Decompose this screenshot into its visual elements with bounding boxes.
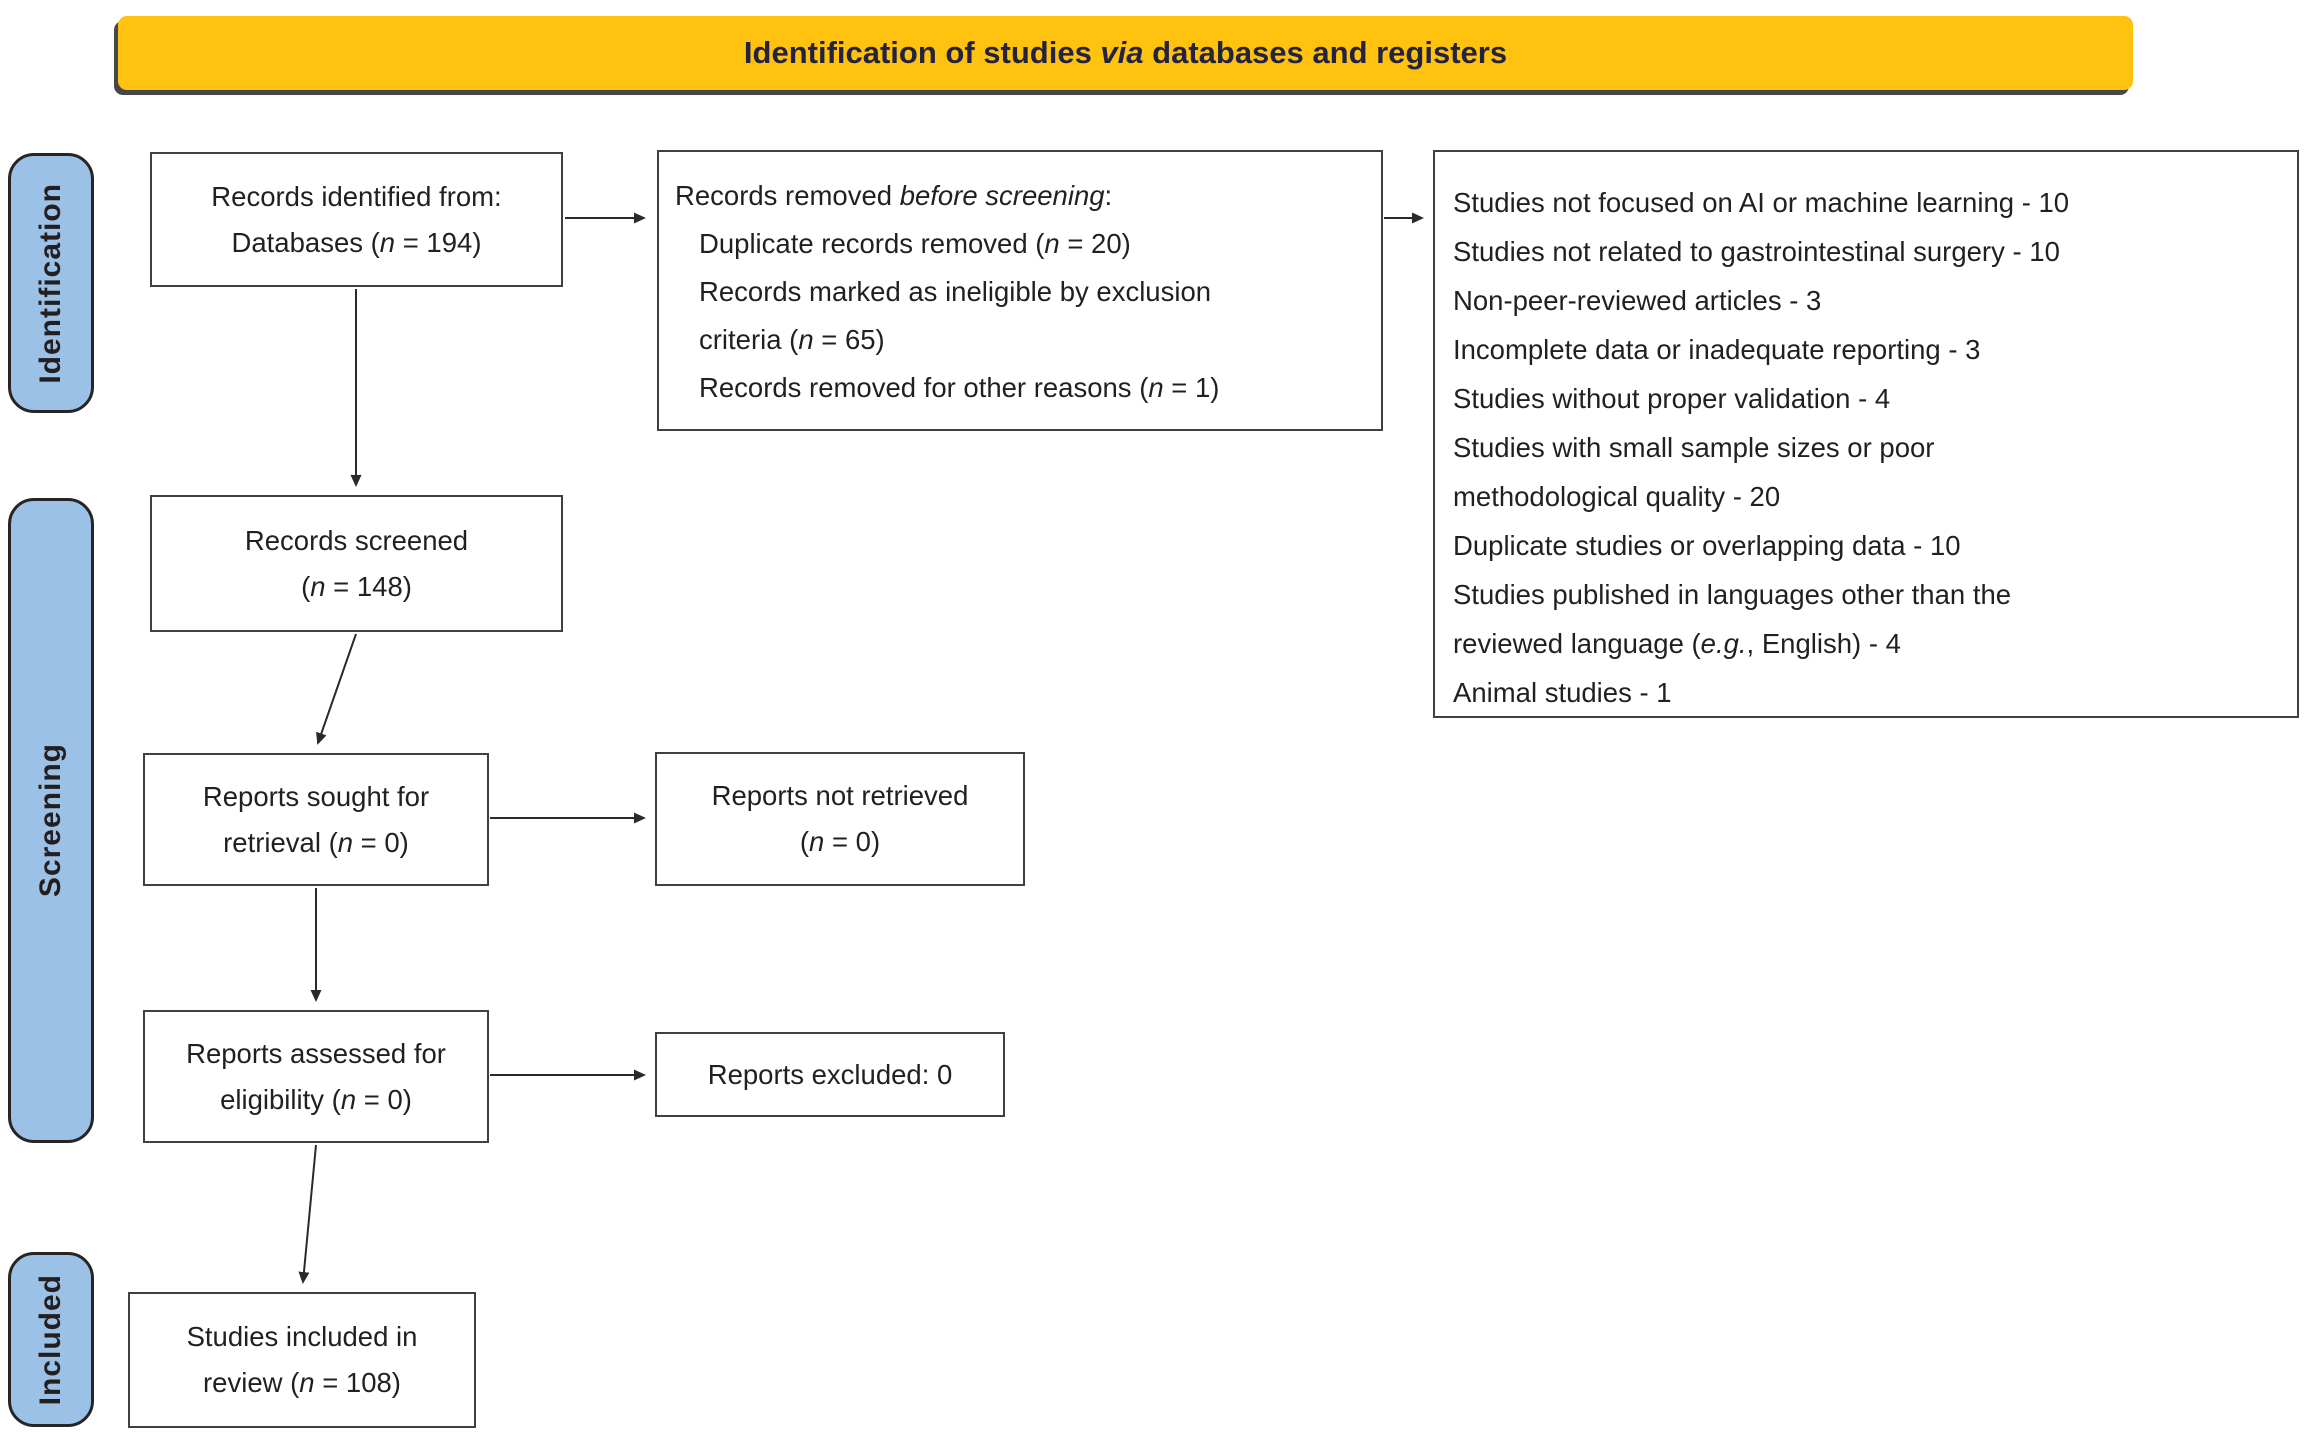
exclusion-reason-line-8: Duplicate studies or overlapping data - 10: [1453, 530, 1961, 561]
sidebar-screening-label: Screening: [34, 743, 67, 898]
exclusion-reason-line-3: Non-peer-reviewed articles - 3: [1453, 285, 1822, 316]
exclusion-reason-line-2: Studies not related to gastrointestinal surgery - 10: [1453, 236, 2060, 267]
arrow-assessed-to-included: [303, 1145, 316, 1282]
box-reports-not-retrieved-line-1: Reports not retrieved: [711, 780, 969, 811]
box-reports-assessed-line-1: Reports assessed for: [186, 1037, 446, 1069]
box-reports-sought: [143, 753, 489, 886]
box-reports-not-retrieved: [655, 752, 1025, 886]
box-records-removed-line-4: criteria (n = 65): [699, 324, 885, 355]
box-records-removed: [657, 150, 1383, 431]
exclusion-reason-line-10: reviewed language (e.g., English) - 4: [1453, 628, 1901, 659]
exclusion-reason-line-4: Incomplete data or inadequate reporting - 3: [1453, 334, 1981, 365]
banner-title: Identification of studies via databases and registers: [743, 35, 1508, 70]
box-records-removed-line-2: Duplicate records removed (n = 20): [699, 228, 1131, 259]
box-records-identified-line-1: Records identified from:: [211, 180, 502, 212]
box-reports-excluded: [655, 1032, 1005, 1117]
box-reports-not-retrieved-line-2: (n = 0): [799, 826, 881, 857]
sidebar-screening: [8, 498, 94, 1143]
box-records-screened: [150, 495, 563, 632]
box-exclusion-reasons: [1433, 150, 2299, 718]
exclusion-reason-line-5: Studies without proper validation - 4: [1453, 383, 1891, 414]
box-studies-included: [128, 1292, 476, 1428]
box-reports-excluded-line-1: Reports excluded: 0: [707, 1058, 953, 1090]
box-records-identified-line-2: Databases (n = 194): [231, 226, 482, 258]
box-records-screened-line-1: Records screened: [244, 524, 469, 556]
exclusion-reason-line-7: methodological quality - 20: [1453, 481, 1781, 512]
arrow-screened-to-sought: [318, 634, 356, 743]
exclusion-reason-line-1: Studies not focused on AI or machine learning - 10: [1453, 187, 2070, 218]
exclusion-reason-line-11: Animal studies - 1: [1453, 677, 1672, 708]
exclusion-reason-line-6: Studies with small sample sizes or poor: [1453, 432, 1935, 463]
box-records-removed-heading: Records removed before screening:: [675, 180, 1113, 211]
box-records-screened-line-2: (n = 148): [301, 570, 412, 602]
sidebar-included: [8, 1252, 94, 1427]
box-reports-assessed-line-2: eligibility (n = 0): [220, 1083, 412, 1115]
banner: [118, 16, 2133, 90]
sidebar-included-label: Included: [34, 1273, 67, 1406]
box-reports-assessed: [143, 1010, 489, 1143]
box-records-removed-line-5: Records removed for other reasons (n = 1): [699, 372, 1220, 403]
box-reports-sought-line-1: Reports sought for: [202, 780, 430, 812]
box-studies-included-line-1: Studies included in: [186, 1321, 418, 1352]
exclusion-reason-line-9: Studies published in languages other than the: [1453, 579, 2012, 610]
box-studies-included-line-2: review (n = 108): [203, 1367, 401, 1398]
box-reports-sought-line-2: retrieval (n = 0): [223, 826, 409, 858]
sidebar-identification: [8, 153, 94, 413]
sidebar-identification-label: Identification: [34, 182, 67, 384]
box-records-removed-line-3: Records marked as ineligible by exclusion: [699, 276, 1212, 307]
box-records-identified: [150, 152, 563, 287]
